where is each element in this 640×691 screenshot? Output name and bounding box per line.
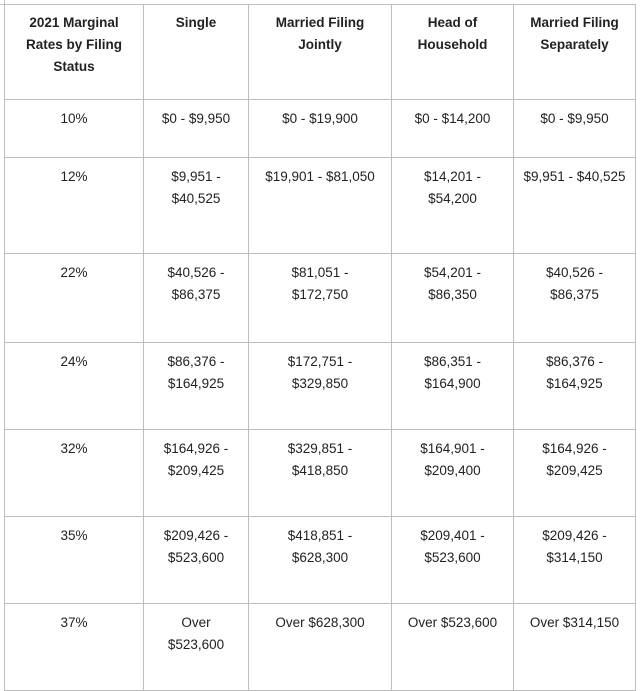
rate-cell: 37%: [5, 604, 144, 691]
head-of-household-cell: $209,401 - $523,600: [392, 517, 514, 604]
married-separately-cell: Over $314,150: [514, 604, 636, 691]
married-jointly-cell: $172,751 - $329,850: [249, 343, 392, 430]
married-separately-cell: $86,376 - $164,925: [514, 343, 636, 430]
header-married-separately: Married Filing Separately: [514, 5, 636, 100]
single-cell: $86,376 - $164,925: [144, 343, 249, 430]
rate-cell: 35%: [5, 517, 144, 604]
rate-cell: 24%: [5, 343, 144, 430]
single-cell: $164,926 - $209,425: [144, 430, 249, 517]
married-separately-cell: $9,951 - $40,525: [514, 158, 636, 254]
married-separately-cell: $164,926 - $209,425: [514, 430, 636, 517]
married-jointly-cell: Over $628,300: [249, 604, 392, 691]
single-cell: $9,951 - $40,525: [144, 158, 249, 254]
rate-cell: 12%: [5, 158, 144, 254]
table-row: [5, 100, 636, 158]
table-row: [5, 254, 636, 343]
rate-cell: 32%: [5, 430, 144, 517]
married-jointly-cell: $329,851 - $418,850: [249, 430, 392, 517]
single-cell: Over $523,600: [144, 604, 249, 691]
header-head-of-household: Head of Household: [392, 5, 514, 100]
table-row: [5, 158, 636, 254]
single-cell: $0 - $9,950: [144, 100, 249, 158]
table-row: [5, 430, 636, 517]
married-separately-cell: $0 - $9,950: [514, 100, 636, 158]
table-row: [5, 517, 636, 604]
married-jointly-cell: $0 - $19,900: [249, 100, 392, 158]
married-separately-cell: $209,426 - $314,150: [514, 517, 636, 604]
head-of-household-cell: $0 - $14,200: [392, 100, 514, 158]
table-row: [5, 343, 636, 430]
header-single: Single: [144, 5, 249, 100]
header-rate: 2021 Marginal Rates by Filing Status: [5, 5, 144, 100]
head-of-household-cell: Over $523,600: [392, 604, 514, 691]
rate-cell: 22%: [5, 254, 144, 343]
header-row: [5, 5, 636, 100]
single-cell: $209,426 - $523,600: [144, 517, 249, 604]
head-of-household-cell: $54,201 - $86,350: [392, 254, 514, 343]
tax-brackets-table: [4, 4, 636, 691]
single-cell: $40,526 - $86,375: [144, 254, 249, 343]
rate-cell: 10%: [5, 100, 144, 158]
header-married-jointly: Married Filing Jointly: [249, 5, 392, 100]
married-jointly-cell: $81,051 - $172,750: [249, 254, 392, 343]
head-of-household-cell: $86,351 - $164,900: [392, 343, 514, 430]
married-separately-cell: $40,526 - $86,375: [514, 254, 636, 343]
table-row: [5, 604, 636, 691]
head-of-household-cell: $14,201 - $54,200: [392, 158, 514, 254]
married-jointly-cell: $19,901 - $81,050: [249, 158, 392, 254]
married-jointly-cell: $418,851 - $628,300: [249, 517, 392, 604]
head-of-household-cell: $164,901 - $209,400: [392, 430, 514, 517]
